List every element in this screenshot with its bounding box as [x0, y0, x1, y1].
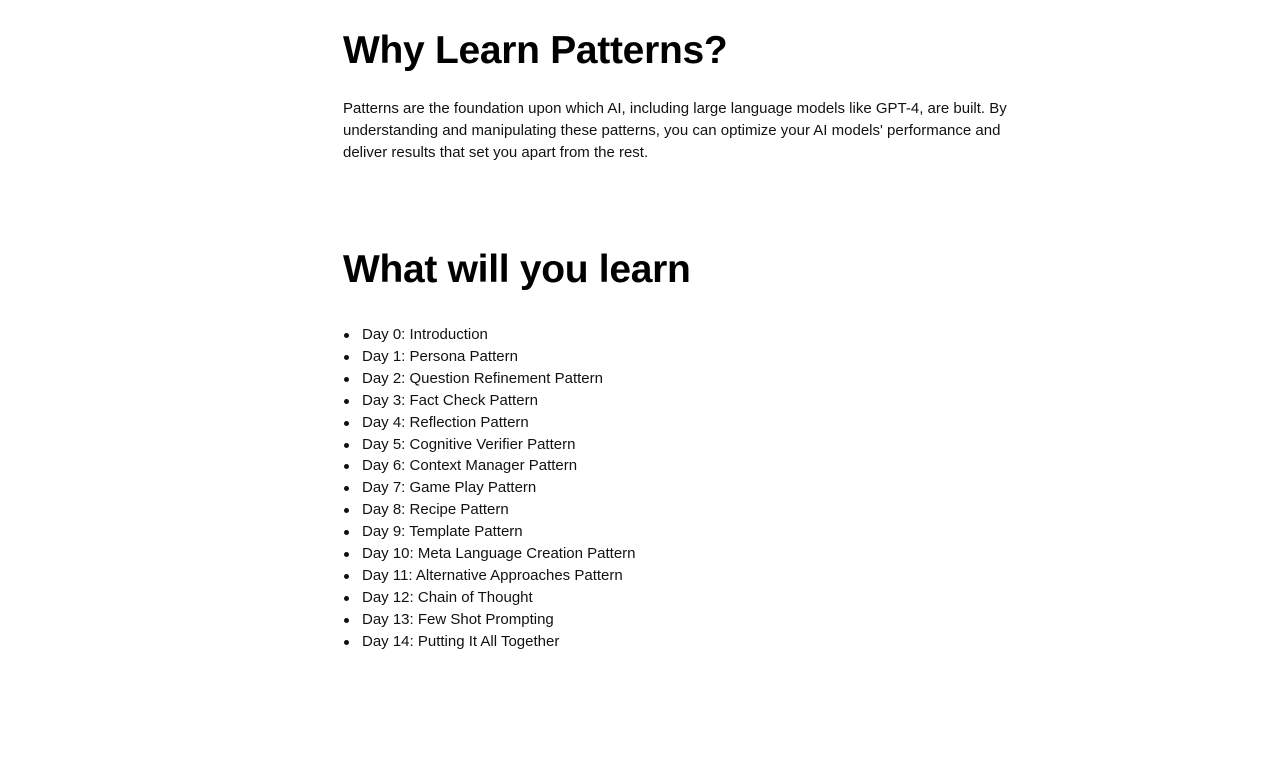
- list-item: Day 1: Persona Pattern: [343, 346, 636, 368]
- what-will-you-learn-heading: What will you learn: [343, 248, 691, 291]
- why-learn-patterns-paragraph: Patterns are the foundation upon which AI, including large language models like GPT-4, are built. By understanding and manipulating these patterns, you can optimize your AI models' performance and deliver results that set you apart from the rest.: [343, 100, 1007, 161]
- list-item: Day 4: Reflection Pattern: [343, 412, 636, 434]
- list-item: Day 9: Template Pattern: [343, 521, 636, 543]
- list-item: Day 0: Introduction: [343, 324, 636, 346]
- list-item: Day 2: Question Refinement Pattern: [343, 368, 636, 390]
- why-learn-patterns-heading: Why Learn Patterns?: [343, 29, 728, 72]
- list-item: Day 11: Alternative Approaches Pattern: [343, 565, 636, 587]
- lessons-list: [343, 324, 636, 653]
- list-item: Day 12: Chain of Thought: [343, 587, 636, 609]
- list-item: Day 8: Recipe Pattern: [343, 499, 636, 521]
- list-item: Day 5: Cognitive Verifier Pattern: [343, 434, 636, 456]
- list-item: Day 10: Meta Language Creation Pattern: [343, 543, 636, 565]
- list-item: Day 7: Game Play Pattern: [343, 477, 636, 499]
- list-item: Day 13: Few Shot Prompting: [343, 609, 636, 631]
- list-item: Day 6: Context Manager Pattern: [343, 455, 636, 477]
- list-item: Day 3: Fact Check Pattern: [343, 390, 636, 412]
- list-item: Day 14: Putting It All Together: [343, 631, 636, 653]
